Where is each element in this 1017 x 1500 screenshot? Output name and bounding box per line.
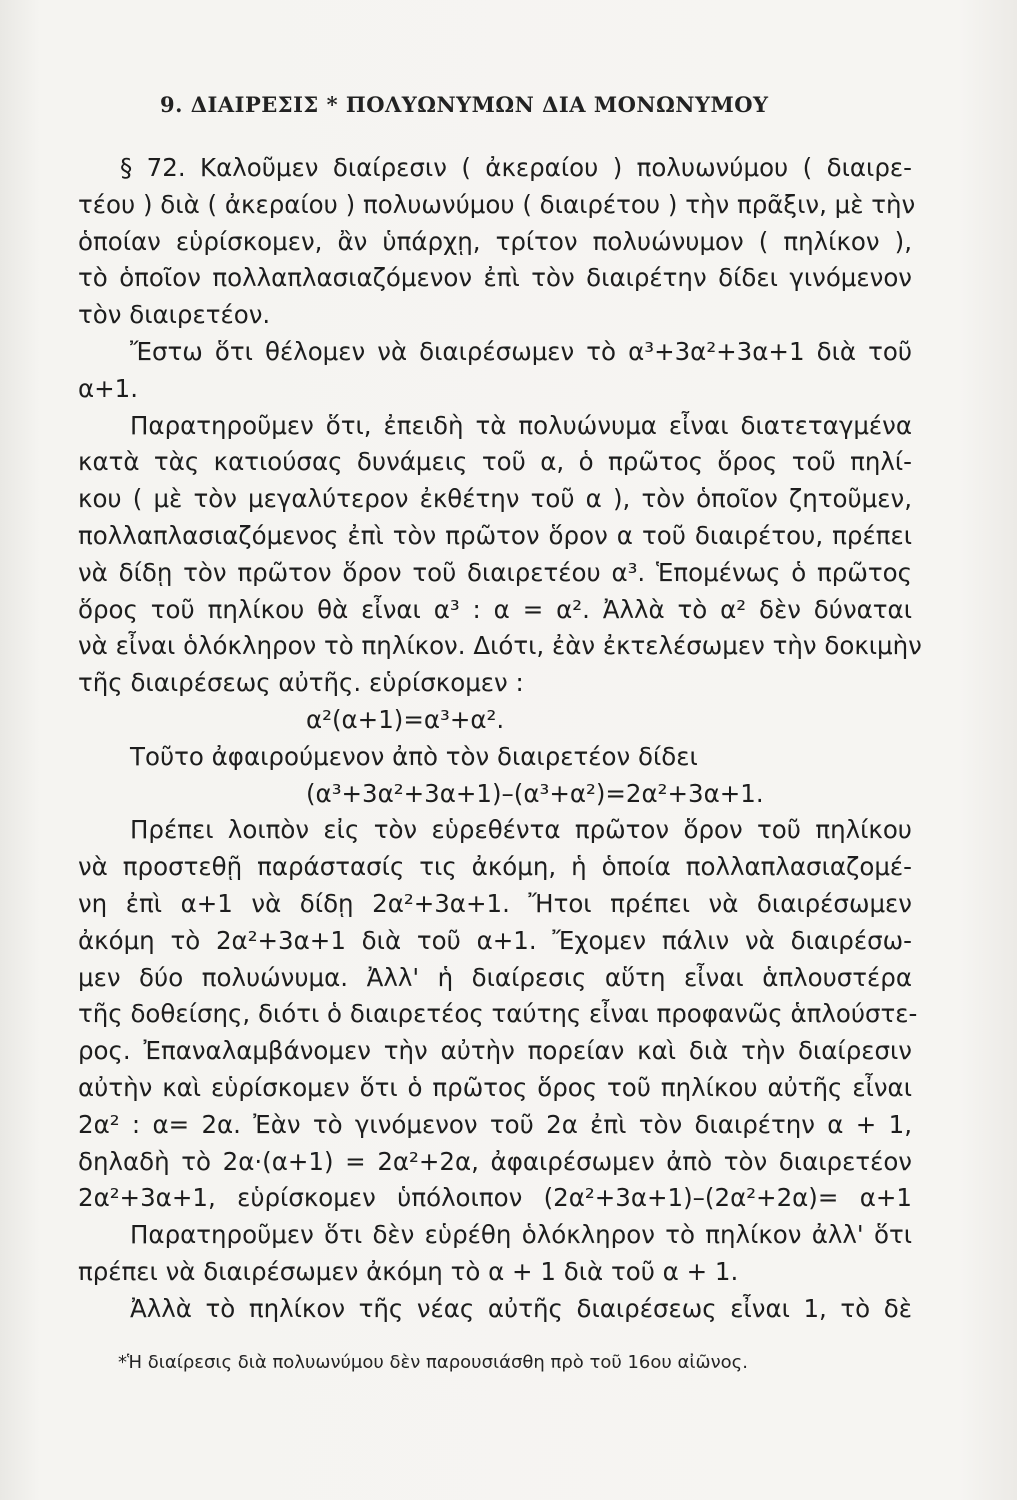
footnote: *Ἡ διαίρεσις διὰ πολυωνύμου δὲν παρουσιάσθη πρὸ τοῦ 16ου αἰῶνος.	[118, 1352, 748, 1373]
text-line: ἀκόμη τὸ 2α²+3α+1 διὰ τοῦ α+1. Ἔχομεν πάλιν νὰ διαιρέσω-	[78, 925, 912, 955]
text-line: δηλαδὴ τὸ 2α·(α+1) = 2α²+2α, ἀφαιρέσωμεν ἀπὸ τὸν διαιρετέον	[78, 1146, 912, 1176]
text-line: νη ἐπὶ α+1 νὰ δίδῃ 2α²+3α+1. Ἤτοι πρέπει νὰ διαιρέσωμεν	[78, 888, 912, 918]
text-line: 2α²+3α+1, εὑρίσκομεν ὑπόλοιπον (2α²+3α+1)–(2α²+2α)= α+1	[78, 1183, 912, 1213]
text-line: τὸ ὁποῖον πολλαπλασιαζόμενον ἐπὶ τὸν διαιρέτην δίδει γινόμενον	[78, 263, 912, 293]
text-line: § 72. Καλοῦμεν διαίρεσιν ( ἀκεραίου ) πολυωνύμου ( διαιρε-	[120, 153, 912, 182]
text-line: νὰ δίδῃ τὸν πρῶτον ὅρον τοῦ διαιρετέου α³. Ἑπομένως ὁ πρῶτος	[78, 557, 912, 587]
equation-line: α²(α+1)=α³+α².	[306, 704, 505, 734]
text-line: νὰ προστεθῇ παράστασίς τις ἀκόμη, ἡ ὁποία πολλαπλασιαζομέ-	[78, 852, 912, 882]
text-line: τὸν διαιρετέον.	[78, 300, 271, 330]
text-line: πρέπει νὰ διαιρέσωμεν ἀκόμη τὸ α + 1 διὰ τοῦ α + 1.	[78, 1256, 739, 1286]
text-line: Παρατηροῦμεν ὅτι δὲν εὑρέθη ὁλόκληρον τὸ πηλίκον ἀλλ' ὅτι	[130, 1220, 912, 1250]
text-line: Παρατηροῦμεν ὅτι, ἐπειδὴ τὰ πολυώνυμα εἶναι διατεταγμένα	[130, 410, 912, 440]
text-line: ὁποίαν εὑρίσκομεν, ἂν ὑπάρχῃ, τρίτον πολυώνυμον ( πηλίκον ),	[78, 226, 912, 256]
text-line: αὐτὴν καὶ εὑρίσκομεν ὅτι ὁ πρῶτος ὅρος τοῦ πηλίκου αὐτῆς εἶναι	[78, 1072, 912, 1102]
text-line: κατὰ τὰς κατιούσας δυνάμεις τοῦ α, ὁ πρῶτος ὅρος τοῦ πηλί-	[78, 447, 912, 477]
text-line: ρος. Ἐπαναλαμβάνομεν τὴν αὐτὴν πορείαν καὶ διὰ τὴν διαίρεσιν	[78, 1036, 912, 1066]
text-line: νὰ εἶναι ὁλόκληρον τὸ πηλίκον. Διότι, ἐὰν ἐκτελέσωμεν τὴν δοκιμὴν	[78, 631, 922, 661]
text-line: Ἔστω ὅτι θέλομεν νὰ διαιρέσωμεν τὸ α³+3α²+3α+1 διὰ τοῦ	[130, 336, 912, 366]
text-line: Ἀλλὰ τὸ πηλίκον τῆς νέας αὐτῆς διαιρέσεως εἶναι 1, τὸ δὲ	[130, 1293, 912, 1323]
text-line: τέου ) διὰ ( ἀκεραίου ) πολυωνύμου ( διαιρέτου ) τὴν πρᾶξιν, μὲ τὴν	[78, 189, 916, 219]
text-line: μεν δύο πολυώνυμα. Ἀλλ' ἡ διαίρεσις αὕτη εἶναι ἁπλουστέρα	[78, 962, 912, 992]
text-line: α+1.	[78, 373, 139, 403]
text-line: τῆς διαιρέσεως αὐτῆς. εὑρίσκομεν :	[78, 668, 524, 698]
section-heading: 9. ΔΙΑΙΡΕΣΙΣ * ΠΟΛΥΩΝΥΜΩΝ ΔΙΑ ΜΟΝΩΝΥΜΟΥ	[160, 92, 769, 117]
text-line: πολλαπλασιαζόμενος ἐπὶ τὸν πρῶτον ὅρον α τοῦ διαιρέτου, πρέπει	[78, 520, 912, 550]
text-line: ὅρος τοῦ πηλίκου θὰ εἶναι α³ : α = α². Ἀλλὰ τὸ α² δὲν δύναται	[78, 594, 912, 624]
body-text	[78, 150, 922, 1328]
text-line: Τοῦτο ἀφαιρούμενον ἀπὸ τὸν διαιρετέον δίδει	[130, 741, 698, 771]
text-line: Πρέπει λοιπὸν εἰς τὸν εὑρεθέντα πρῶτον ὅρον τοῦ πηλίκου	[130, 815, 912, 845]
text-line: τῆς δοθείσης, διότι ὁ διαιρετέος ταύτης εἶναι προφανῶς ἁπλούστε-	[78, 999, 918, 1029]
text-line: 2α² : α= 2α. Ἐὰν τὸ γινόμενον τοῦ 2α ἐπὶ τὸν διαιρέτην α + 1,	[78, 1109, 912, 1139]
text-line: κου ( μὲ τὸν μεγαλύτερον ἐκθέτην τοῦ α ), τὸν ὁποῖον ζητοῦμεν,	[78, 484, 912, 514]
equation-line: (α³+3α²+3α+1)–(α³+α²)=2α²+3α+1.	[306, 778, 764, 808]
